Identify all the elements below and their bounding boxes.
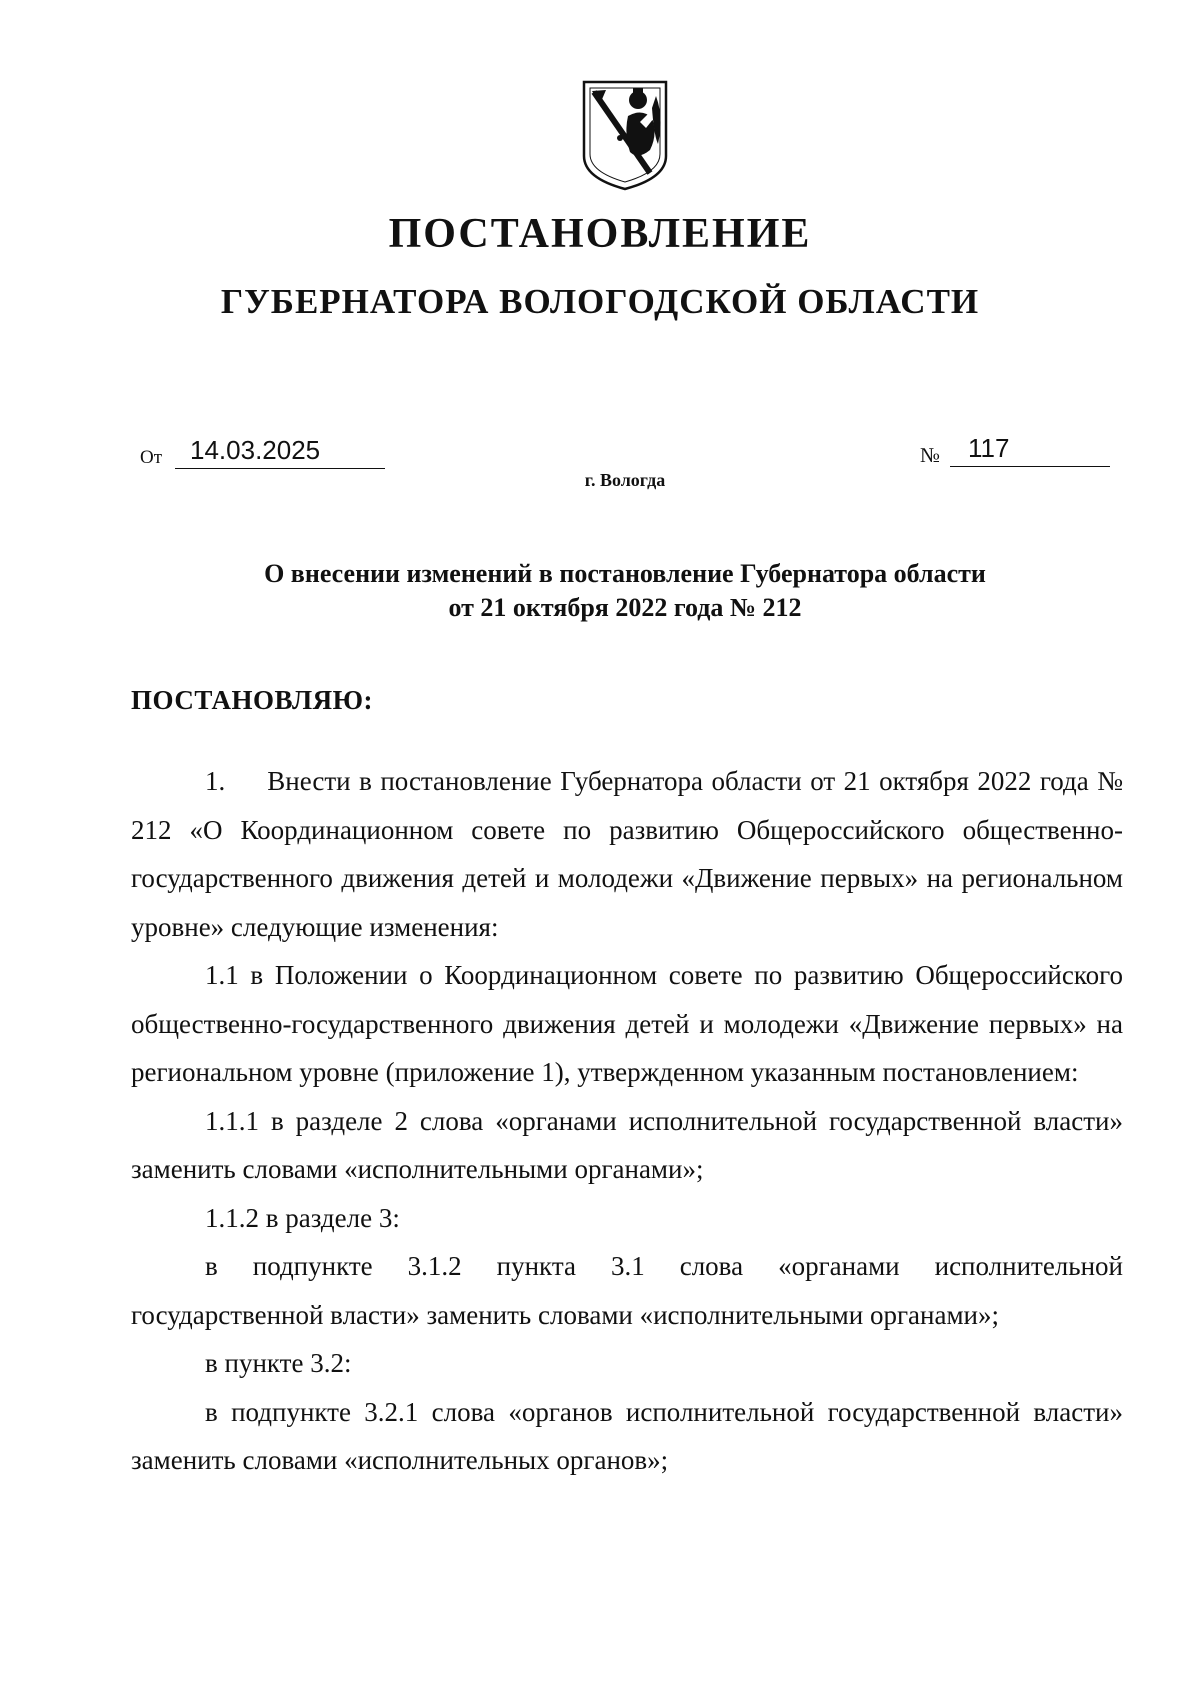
number-label: № bbox=[920, 443, 941, 467]
number-underline bbox=[950, 466, 1110, 467]
date-label: От bbox=[140, 447, 163, 468]
subject-line-2: от 21 октября 2022 года № 212 bbox=[448, 593, 802, 622]
document-title: ПОСТАНОВЛЕНИЕ bbox=[388, 211, 812, 257]
paragraph-1-1-2: 1.1.2 в разделе 3: bbox=[205, 1202, 400, 1233]
issuer-title: ГУБЕРНАТОРА ВОЛОГОДСКОЙ ОБЛАСТИ bbox=[220, 282, 980, 321]
document-subject bbox=[150, 557, 1100, 625]
document-body bbox=[131, 757, 1123, 1485]
subject-line-1: О внесении изменений в постановление Губернатора области bbox=[264, 559, 986, 588]
coat-of-arms-svg bbox=[580, 78, 670, 193]
date-value: 14.03.2025 bbox=[190, 435, 321, 465]
city-label: г. Вологда bbox=[584, 470, 666, 490]
date-field bbox=[140, 435, 390, 471]
paragraph-subitem-3-2-1: в подпункте 3.2.1 слова «органов исполнительной государственной власти» заменить словами «исполнительных органов»; bbox=[131, 1396, 1123, 1475]
paragraph-1-text: Внести в постановление Губернатора области от 21 октября 2022 года № 212 «О Координационном совете по развитию Общероссийского общественно-государственного движения детей и молодежи «Движение первых» на региональном уровне» следующие изменения: bbox=[131, 766, 1123, 942]
coat-of-arms-icon bbox=[580, 78, 670, 193]
number-value: 117 bbox=[968, 433, 1010, 463]
paragraph-1-number: 1. bbox=[205, 766, 226, 796]
date-underline bbox=[175, 468, 385, 469]
decree-heading: ПОСТАНОВЛЯЮ: bbox=[131, 685, 373, 715]
paragraph-1-1-1: 1.1.1 в разделе 2 слова «органами исполнительной государственной власти» заменить словами «исполнительными органами»; bbox=[131, 1105, 1123, 1184]
paragraph-1 bbox=[131, 757, 1123, 951]
paragraph-1-1: 1.1 в Положении о Координационном совете по развитию Общероссийского общественно-государственного движения детей и молодежи «Движение первых» на региональном уровне (приложение 1), утвержденном указанным постановлением: bbox=[131, 960, 1123, 1087]
number-field bbox=[920, 433, 1120, 469]
paragraph-item-3-2: в пункте 3.2: bbox=[205, 1348, 352, 1378]
paragraph-subitem-3-1-2: в подпункте 3.1.2 пункта 3.1 слова «органами исполнительной государственной власти» заменить словами «исполнительными органами»; bbox=[131, 1251, 1123, 1330]
